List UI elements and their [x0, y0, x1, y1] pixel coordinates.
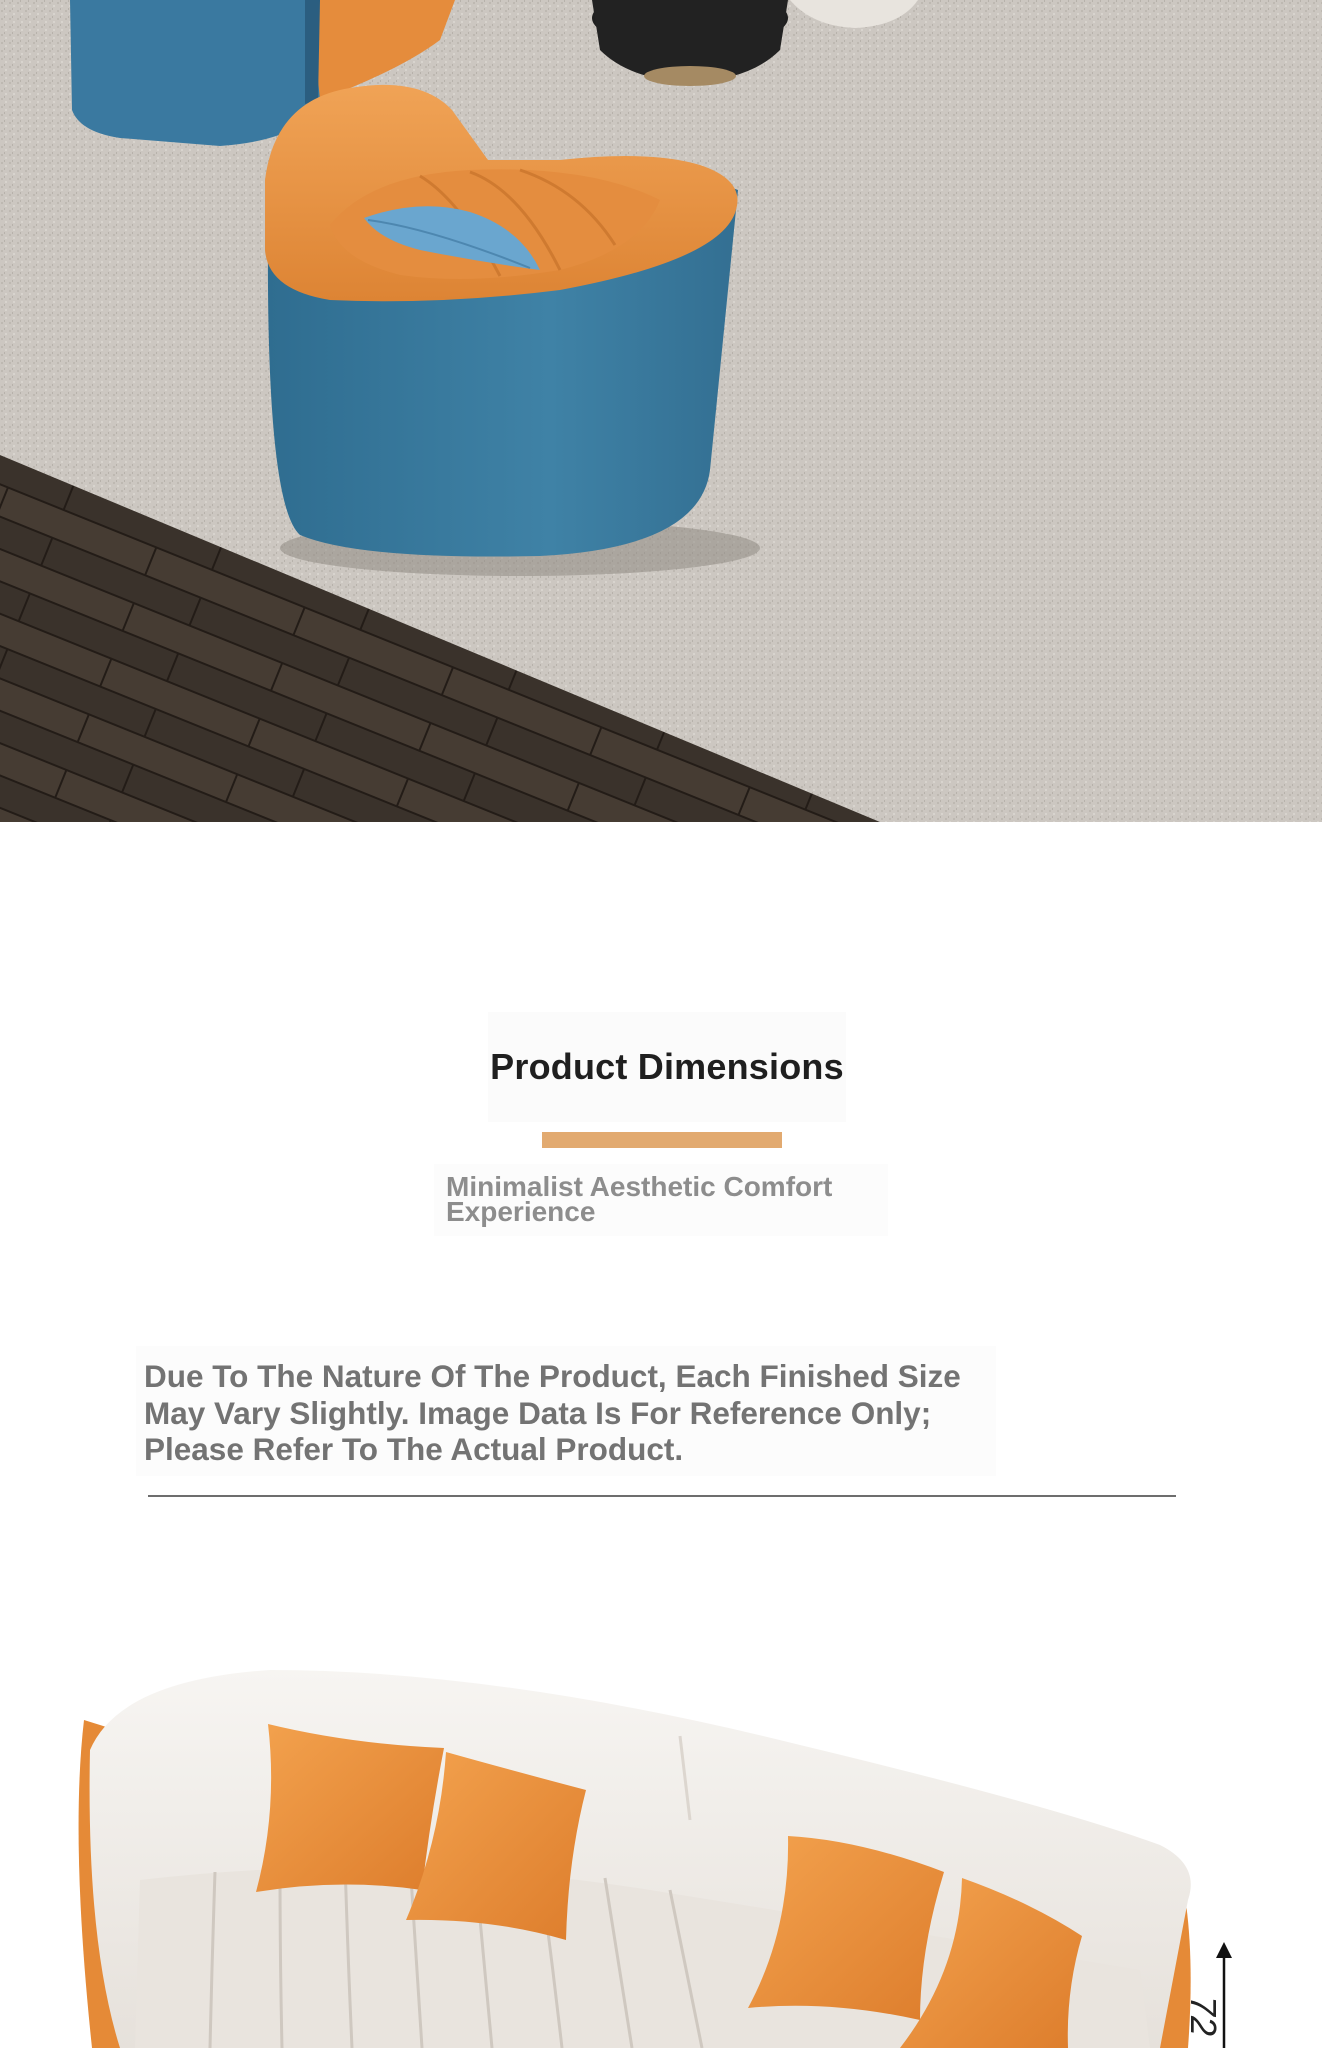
living-room-armchair-photo — [0, 0, 1322, 822]
sofa-dimension-photo — [0, 1640, 1322, 2048]
accent-bar — [542, 1132, 782, 1148]
size-notice-box — [136, 1346, 996, 1476]
section-heading-box — [488, 1012, 846, 1122]
height-dimension-label: 72 — [1183, 1996, 1224, 2037]
size-notice-text: Due To The Nature Of The Product, Each Finished Size May Vary Slightly. Image Data Is For Reference Only; Please Refer To The Actual Product. — [144, 1358, 961, 1467]
section-subtitle-box — [434, 1164, 888, 1236]
page-title: Product Dimensions — [490, 1046, 844, 1087]
divider — [148, 1495, 1176, 1497]
section-subtitle: Minimalist Aesthetic Comfort Experience — [446, 1171, 833, 1227]
